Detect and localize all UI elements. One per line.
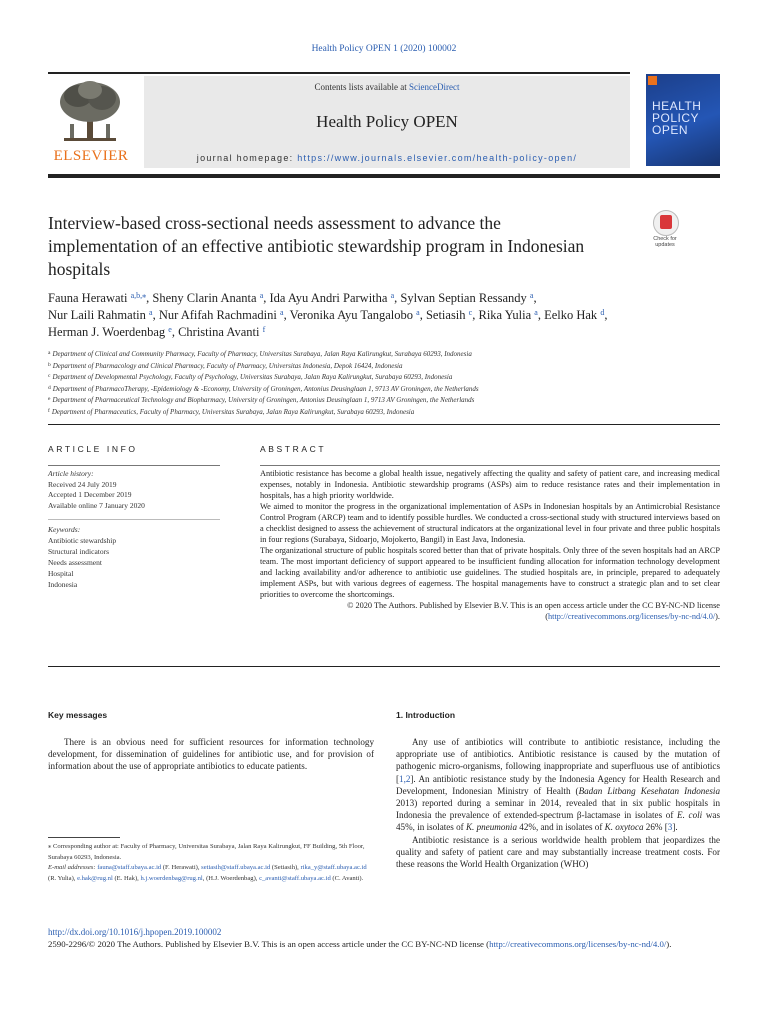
author-affil-sup[interactable]: a [534, 308, 538, 317]
affiliation-item: $^f$ Department of Pharmaceutics, Faculty of Pharmacy, Universitas Surabaya, Jalan Raya Kalirungkut, Surabaya 60293, Indonesia [48, 407, 415, 416]
author-list: Fauna Herawati $^{a,b,⁎}$, Sheny Clarin Ananta $^a$, Ida Ayu Andri Parwitha $^a$, Sylvan Septian Ressandy $^a$, Nur Laili Rahmatin $^a$, Nur Afifah Rachmadini $^a$, Veronika Ayu Tangalobo $^a$, Setiasih $^c$, Rika Yulia $^a$, Eelko Hak $^d$, Herman J. Woerdenbag $^e$, Christina Avanti $^f$ [48, 291, 608, 339]
intro-paragraph: Any use of antibiotics will contribute to antibiotic resistance, including the appropriate use of antibiotics. Antibiotic resistance is caused by the mutation of pathogenic micro-organisms, following inappropriate and superfluous use of antibiotics [1,2]. An antibiotic resistance study by the Indonesia Agency for Health Research and Development, Indonesian Ministry of Health (Badan Litbang Kesehatan Indonesia 2013) reported during a seminar in 2014, revealed that in six public hospitals in Indonesia the prevalence of extended-spectrum β-lactamase in isolates of E. coli was 45%, in isolates of K. pneumonia 42%, and in isolates of K. oxytoca 26% [3]. [396, 737, 720, 833]
issn-license-line: 2590-2296/© 2020 The Authors. Published by Elsevier B.V. This is an open access article under the CC BY-NC-ND license (http://creativecommons.org/licenses/by-nc-nd/4.0/). [48, 939, 672, 949]
article-info-heading: ARTICLE INFO [48, 444, 138, 454]
key-messages-heading: Key messages [48, 710, 108, 720]
author-name[interactable]: Nur Afifah Rachmadini [158, 308, 277, 322]
author-affil-sup[interactable]: f [262, 325, 266, 334]
history-item: Accepted 1 December 2019 [48, 490, 132, 499]
license-link[interactable]: http://creativecommons.org/licenses/by-nc-nd/4.0/ [489, 939, 667, 949]
affiliation-item: $^e$ Department of Pharmaceutical Technology and Biopharmacy, University of Groningen, Antonius Deusinglaan 1, 9713 AV Groningen, the Netherlands [48, 396, 475, 404]
affiliation-item: $^a$ Department of Clinical and Community Pharmacy, Faculty of Pharmacy, Universitas Surabaya, Jalan Raya Kalirungkut, Surabaya 60293, Indonesia [48, 350, 472, 358]
journal-homepage-line [144, 153, 630, 163]
email-addresses: E-mail addresses: fauna@staff.ubaya.ac.id (F. Herawati), setiasih@staff.ubaya.ac.id (Setiasih), rika_y@staff.ubaya.ac.id (R. Yulia), e.hak@rug.nl (E. Hak), h.j.woerdenbag@rug.nl, (H.J. Woerdenbag), c_avanti@staff.ubaya.ac.id (C. Avanti). [48, 864, 367, 882]
author-name[interactable]: Ida Ayu Andri Parwitha [269, 291, 388, 305]
cover-title [652, 100, 701, 136]
author-affil-sup[interactable]: a [416, 308, 420, 317]
email-link[interactable]: c_avanti@staff.ubaya.ac.id [259, 874, 331, 882]
homepage-link[interactable]: https://www.journals.elsevier.com/health-policy-open/ [297, 153, 578, 163]
journal-banner [144, 76, 630, 168]
history-item: Available online 7 January 2020 [48, 500, 145, 510]
corresponding-author-footnote [48, 842, 374, 884]
abstract-copyright: © 2020 The Authors. Published by Elsevier B.V. This is an open access article under the CC BY-NC-ND license (http://creativecommons.org/licenses/by-nc-nd/4.0/). [347, 601, 720, 621]
footnote-rule [48, 837, 120, 838]
abstract-body [260, 468, 720, 622]
author-affil-sup[interactable]: a,b,⁎ [130, 291, 147, 300]
email-link[interactable]: h.j.woerdenbag@rug.nl [140, 874, 203, 882]
keyword-item[interactable]: Antibiotic stewardship [48, 536, 117, 545]
email-link[interactable]: e.hak@rug.nl [77, 874, 113, 882]
history-label: Article history: [48, 469, 94, 478]
contents-available-line [144, 82, 630, 92]
journal-cover-image[interactable] [646, 74, 720, 166]
history-item: Received 24 July 2019 [48, 479, 117, 489]
key-messages-text: There is an obvious need for sufficient resources for information technology development, for dissemination of guidelines for antibiotic use, and for provision of information about the use of appropriate antibiotics to educate patients. [48, 737, 374, 772]
author-name[interactable]: Eelko Hak [544, 308, 598, 322]
check-for-updates-label: Check for updates [653, 236, 677, 248]
license-link[interactable]: http://creativecommons.org/licenses/by-nc-nd/4.0/ [548, 612, 716, 621]
sciencedirect-link[interactable]: ScienceDirect [409, 82, 460, 92]
author-name[interactable]: Christina Avanti [178, 325, 260, 339]
keyword-item[interactable]: Structural indicators [48, 547, 110, 556]
affiliation-item: $^d$ Department of PharmacoTherapy, -Epidemiology & -Economy, University of Groningen, Antonius Deusinglaan 1, 9713 AV Groningen, the Netherlands [48, 384, 479, 393]
keyword-item[interactable]: Hospital [48, 569, 74, 578]
header-thick-rule [48, 174, 720, 178]
author-affil-sup[interactable]: a [390, 291, 395, 300]
check-for-updates-icon [653, 210, 679, 236]
intro-paragraph: Antibiotic resistance is a serious worldwide health problem that jeopardizes the quality and safety of patient care and may substantially increase treatment costs. For these reasons the World Health Organization (WHO) [396, 834, 720, 870]
article-title: Interview-based cross-sectional needs assessment to advance the implementation of an effective antibiotic stewardship program in Indonesian hospitals [48, 213, 585, 279]
cover-line: OPEN [652, 123, 689, 137]
abstract-heading: ABSTRACT [260, 444, 327, 454]
abstract-paragraph: Antibiotic resistance has become a global health issue, negatively affecting the quality and safety of patient care, and increasing medical expenses, notably in Indonesia. Antibiotic stewardship programs (ASPs) aim to reduce resistance rates and their implementation in hospitals, has a high priority worldwide. [260, 469, 720, 500]
author-name[interactable]: Herman J. Woerdenbag [48, 325, 166, 339]
header-rule [48, 72, 630, 74]
author-affil-sup[interactable]: e [168, 325, 172, 334]
author-name[interactable]: Rika Yulia [478, 308, 532, 322]
abstract-rule [260, 465, 720, 466]
author-affil-sup[interactable]: a [259, 291, 264, 300]
author-name[interactable]: Veronika Ayu Tangalobo [289, 308, 414, 322]
citation-link[interactable]: 3 [667, 822, 673, 833]
citation-link[interactable]: 1,2 [399, 773, 411, 784]
cover-line: POLICY [652, 111, 700, 125]
author-affil-sup[interactable]: a [149, 308, 153, 317]
author-name[interactable]: Fauna Herawati [48, 291, 128, 305]
introduction-body [396, 736, 720, 870]
contents-prefix: Contents lists available at [314, 82, 409, 92]
journal-citation[interactable]: Health Policy OPEN 1 (2020) 100002 [311, 44, 457, 54]
author-name[interactable]: Sylvan Septian Ressandy [400, 291, 527, 305]
author-name[interactable]: Nur Laili Rahmatin [48, 308, 146, 322]
check-for-updates-button[interactable] [646, 210, 684, 248]
email-link[interactable]: fauna@staff.ubaya.ac.id [97, 864, 162, 871]
keyword-item[interactable]: Indonesia [48, 580, 78, 589]
keywords-label: Keywords: [48, 525, 81, 534]
publisher-name: ELSEVIER [53, 148, 129, 164]
affiliation-item: $^c$ Department of Developmental Psychology, Faculty of Psychology, Universitas Surabaya, Jalan Raya Kalirungkut, Surabaya 60293, Indonesia [48, 373, 453, 381]
author-affil-sup[interactable]: c [468, 308, 473, 317]
abstract-paragraph: We aimed to monitor the progress in the organizational implementation of ASPs in Indonesian hospitals by an Antimicrobial Resistance Control Program (ARCP) team and to identify possible hurdles. We conducted a cross-sectional study with structured interviews based on a checklist designed to assess the achievement of structural indicators at the organizational level in four private and three public hospitals in four regions (Surabaya, Sidoarjo, Mojokerto, Bangil) in East Java, Indonesia. [260, 502, 720, 544]
journal-name: Health Policy OPEN [316, 112, 458, 131]
author-name[interactable]: Sheny Clarin Ananta [152, 291, 257, 305]
affiliation-item: $^b$ Department of Pharmacology and Clinical Pharmacy, Faculty of Pharmacy, Universitas Indonesia, Depok 16424, Indonesia [48, 361, 403, 370]
author-affil-sup[interactable]: a [529, 291, 534, 300]
author-name[interactable]: Setiasih [425, 308, 466, 322]
elsevier-badge-icon [648, 76, 657, 85]
section-rule [48, 424, 720, 425]
keyword-list [48, 524, 220, 590]
homepage-label: journal homepage: [196, 153, 298, 163]
affiliation-list [48, 348, 720, 417]
cover-line: HEALTH [652, 99, 702, 113]
email-link[interactable]: rika_y@staff.ubaya.ac.id [300, 864, 367, 871]
abstract-paragraph: The organizational structure of public hospitals scored better than that of private hospitals. Only three of the seven hospitals had an ARCP team. The most important deficiency of support appeared to be insufficient funding allocation for information technology development and lacking availability and/or adherence to antibiotic use guidelines. The studied hospitals are, in principle, prepared to adequately implement ASPs, but with various degrees of eagerness. The hospital managements have to construct a strategic plan and to set clear priorities to overcome the shortcomings. [260, 546, 720, 599]
email-link[interactable]: setiasih@staff.ubaya.ac.id [201, 864, 271, 871]
abstract-bottom-rule [48, 666, 720, 667]
elsevier-logo[interactable] [48, 76, 140, 168]
elsevier-tree-icon [54, 78, 126, 146]
author-affil-sup[interactable]: a [280, 308, 284, 317]
introduction-heading: 1. Introduction [396, 710, 456, 720]
doi-link[interactable]: http://dx.doi.org/10.1016/j.hpopen.2019.100002 [48, 927, 222, 937]
keywords-rule [48, 519, 220, 520]
corresponding-author: ⁎ Corresponding author at: Faculty of Pharmacy, Universitas Surabaya, Jalan Raya Kalirungkut, FF Building, 5th Floor, Surabaya 60293, Indonesia. [48, 843, 365, 861]
article-info-rule [48, 465, 220, 466]
keyword-item[interactable]: Needs assessment [48, 558, 102, 567]
article-history [48, 469, 220, 511]
author-affil-sup[interactable]: d [600, 308, 605, 317]
